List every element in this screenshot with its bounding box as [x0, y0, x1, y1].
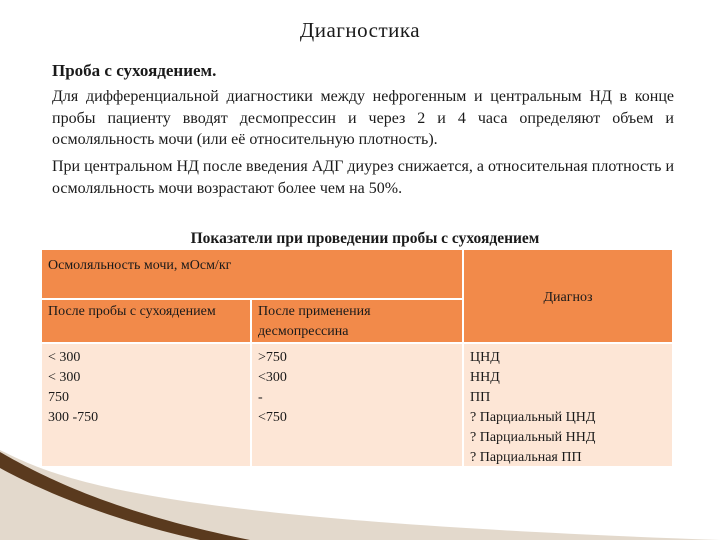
header-diagnosis: Диагноз: [464, 250, 672, 342]
table-caption: Показатели при проведении пробы с сухоядением: [190, 230, 540, 247]
table-cell: <300: [258, 370, 287, 385]
slide-title: Диагностика: [299, 18, 421, 42]
header-after-desmopressin: После применения десмопрессина: [252, 300, 462, 342]
table-cell: < 300: [48, 370, 81, 385]
header-osmolality: Осмоляльность мочи, мОсм/кг: [42, 250, 462, 298]
table-cell: 750: [48, 390, 69, 405]
table-cell: ? Парциальный ННД: [470, 430, 596, 445]
paragraph-central-nd-response: При центральном НД после введения АДГ диурез снижается, а относительная плотность и осмоляльность мочи возрастают более чем на 50%.: [52, 158, 675, 197]
table-cell: ? Парциальная ПП: [470, 450, 582, 465]
table-cell: <750: [258, 410, 287, 425]
column-diagnosis-values: [464, 344, 672, 466]
section-subtitle: Проба с сухоядением.: [52, 61, 217, 80]
table-cell: ЦНД: [470, 350, 500, 365]
column-after-dehydration-values: [42, 344, 250, 466]
header-after-dehydration: После пробы с сухоядением: [42, 300, 250, 342]
paragraph-differential-diagnosis: Для дифференциальной диагностики между нефрогенным и центральным НД в конце пробы пациенту вводят десмопрессин и через 2 и 4 часа определяют объем и осмоляльность мочи (или её относительную плотность).: [52, 88, 674, 148]
corner-swoosh-decoration: [0, 450, 720, 540]
table-cell: ? Парциальный ЦНД: [470, 410, 596, 425]
table-cell: >750: [258, 350, 287, 365]
table-cell: 300 -750: [48, 410, 99, 425]
column-after-desmopressin-values: [252, 344, 462, 466]
table-cell: ННД: [470, 370, 500, 385]
swoosh-light-shape: [0, 450, 720, 540]
table-cell: -: [258, 390, 263, 405]
table-cell: < 300: [48, 350, 81, 365]
table-cell: ПП: [470, 390, 491, 405]
